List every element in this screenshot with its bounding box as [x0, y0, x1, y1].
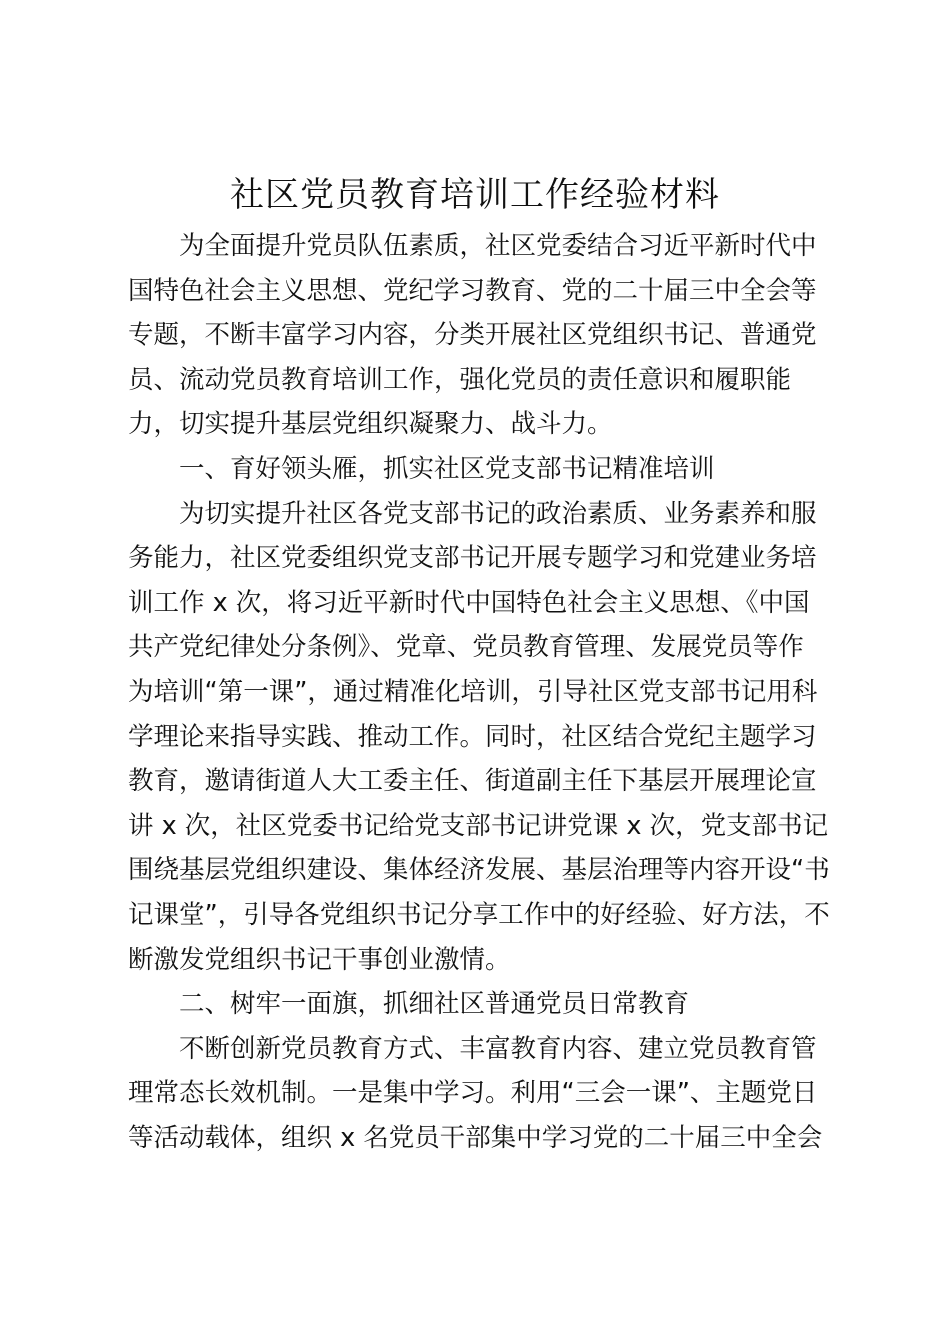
body-line: 记课堂”，引导各党组织书记分享工作中的好经验、好方法，不	[128, 899, 830, 930]
body-line: 力，切实提升基层党组织凝聚力、战斗力。	[128, 409, 613, 440]
body-line: 专题，不断丰富学习内容，分类开展社区党组织书记、普通党	[128, 320, 817, 351]
body-line: 理常态长效机制。一是集中学习。利用“三会一课”、主题党日	[128, 1078, 818, 1109]
body-line: 国特色社会主义思想、党纪学习教育、党的二十届三中全会等	[128, 275, 817, 306]
body-line: 二、树牢一面旗，抓细社区普通党员日常教育	[179, 989, 690, 1020]
body-line: 为切实提升社区各党支部书记的政治素质、业务素养和服	[179, 498, 817, 529]
body-line: 围绕基层党组织建设、集体经济发展、基层治理等内容开设“书	[128, 855, 830, 886]
body-line: 等活动载体，组织 x 名党员干部集中学习党的二十届三中全会	[128, 1122, 823, 1153]
body-line: 一、育好领头雁，抓实社区党支部书记精准培训	[179, 453, 715, 484]
body-line: 员、流动党员教育培训工作，强化党员的责任意识和履职能	[128, 364, 792, 395]
body-line: 为全面提升党员队伍素质，社区党委结合习近平新时代中	[179, 231, 817, 261]
document-title: 社区党员教育培训工作经验材料	[230, 175, 720, 215]
body-line: 学理论来指导实践、推动工作。同时，社区结合党纪主题学习	[128, 721, 817, 752]
body-line: 教育，邀请街道人大工委主任、街道副主任下基层开展理论宣	[128, 766, 817, 797]
body-line: 断激发党组织书记干事创业激情。	[128, 944, 511, 975]
body-line: 不断创新党员教育方式、丰富教育内容、建立党员教育管	[179, 1033, 817, 1064]
body-line: 训工作 x 次，将习近平新时代中国特色社会主义思想、《中国	[128, 587, 810, 618]
body-line: 讲 x 次，社区党委书记给党支部书记讲党课 x 次，党支部书记	[128, 810, 829, 841]
document-body	[128, 224, 828, 1160]
body-line: 共产党纪律处分条例》、党章、党员教育管理、发展党员等作	[128, 632, 804, 663]
body-line: 务能力，社区党委组织党支部书记开展专题学习和党建业务培	[128, 543, 817, 574]
body-line: 为培训“第一课”，通过精准化培训，引导社区党支部书记用科	[128, 676, 818, 707]
